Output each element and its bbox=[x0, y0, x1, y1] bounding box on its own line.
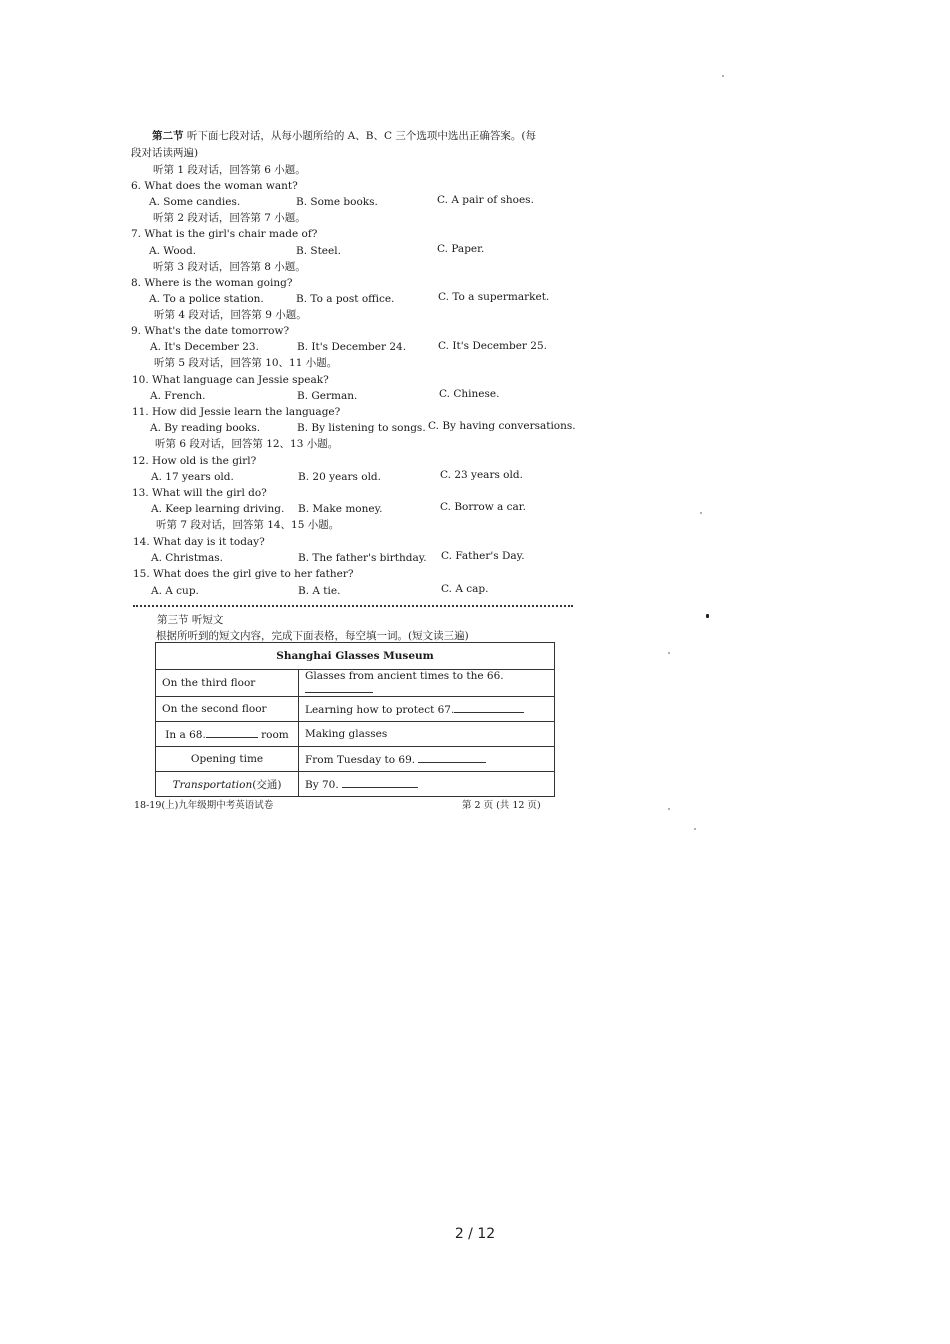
q14-option-c: C. Father's Day. bbox=[441, 550, 525, 562]
q13-option-c: C. Borrow a car. bbox=[440, 501, 526, 513]
page-number: 2 / 12 bbox=[454, 1226, 496, 1242]
q11-option-c: C. By having conversations. bbox=[428, 420, 576, 432]
table-row bbox=[156, 747, 555, 772]
dialogue-cue-6: 听第 6 段对话，回答第 12、13 小题。 bbox=[155, 438, 339, 450]
dialogue-cue-3: 听第 3 段对话，回答第 8 小题。 bbox=[153, 261, 306, 273]
q7-option-c: C. Paper. bbox=[437, 243, 485, 255]
q6-option-b: B. Some books. bbox=[296, 196, 378, 208]
q12-option-b: B. 20 years old. bbox=[298, 471, 381, 483]
table-cell-left: Opening time bbox=[156, 747, 299, 772]
table-row bbox=[156, 722, 555, 747]
scan-speck bbox=[706, 614, 709, 618]
table-row bbox=[156, 772, 555, 797]
museum-table bbox=[155, 642, 555, 797]
blank-70-text: By 70. bbox=[305, 779, 339, 791]
scan-speck bbox=[668, 652, 670, 654]
room-label: room bbox=[261, 729, 289, 741]
table-cell-right bbox=[299, 772, 555, 797]
blank-70[interactable] bbox=[342, 777, 418, 788]
table-title: Shanghai Glasses Museum bbox=[156, 643, 555, 670]
blank-67[interactable] bbox=[454, 702, 524, 713]
q13-option-b: B. Make money. bbox=[298, 503, 383, 515]
table-row bbox=[156, 697, 555, 722]
q9-option-c: C. It's December 25. bbox=[438, 340, 547, 352]
q10-option-a: A. French. bbox=[150, 390, 206, 402]
question-11: 11. How did Jessie learn the language? bbox=[132, 406, 341, 418]
blank-67-text: Learning how to protect 67. bbox=[305, 704, 455, 716]
q13-option-a: A. Keep learning driving. bbox=[151, 503, 285, 515]
transportation-label: Transportation bbox=[172, 778, 253, 791]
blank-66-text: Glasses from ancient times to the 66. bbox=[305, 670, 504, 682]
dialogue-cue-4: 听第 4 段对话，回答第 9 小题。 bbox=[154, 309, 307, 321]
q8-option-c: C. To a supermarket. bbox=[438, 291, 550, 303]
section2-instruction: 听下面七段对话，从每小题所给的 A、B、C 三个选项中选出正确答案。(每 bbox=[186, 130, 536, 142]
q10-option-b: B. German. bbox=[297, 390, 358, 402]
q14-option-b: B. The father's birthday. bbox=[298, 552, 427, 564]
question-13: 13. What will the girl do? bbox=[132, 487, 267, 499]
table-cell-right: Making glasses bbox=[299, 722, 555, 747]
table-cell-left: On the third floor bbox=[156, 670, 299, 697]
q8-option-b: B. To a post office. bbox=[296, 293, 395, 305]
q14-option-a: A. Christmas. bbox=[151, 552, 223, 564]
section2-instruction-cont: 段对话读两遍) bbox=[131, 147, 199, 159]
question-7: 7. What is the girl's chair made of? bbox=[131, 228, 318, 240]
q7-option-a: A. Wood. bbox=[149, 245, 197, 257]
q11-option-b: B. By listening to songs. bbox=[297, 422, 426, 434]
table-cell-right bbox=[299, 747, 555, 772]
table-cell-left: On the second floor bbox=[156, 697, 299, 722]
q6-option-a: A. Some candies. bbox=[149, 196, 241, 208]
section3-heading: 第三节 听短文 bbox=[157, 614, 224, 626]
scan-speck bbox=[700, 512, 702, 514]
question-15: 15. What does the girl give to her father? bbox=[133, 568, 354, 580]
question-10: 10. What language can Jessie speak? bbox=[132, 374, 329, 386]
dialogue-cue-7: 听第 7 段对话，回答第 14、15 小题。 bbox=[156, 519, 340, 531]
transportation-cn: (交通) bbox=[252, 778, 282, 791]
q9-option-b: B. It's December 24. bbox=[297, 341, 407, 353]
question-14: 14. What day is it today? bbox=[133, 536, 265, 548]
q11-option-a: A. By reading books. bbox=[150, 422, 261, 434]
footer-exam-title: 18-19(上)九年级期中考英语试卷 bbox=[134, 800, 274, 811]
dialogue-cue-5: 听第 5 段对话，回答第 10、11 小题。 bbox=[154, 357, 338, 369]
table-cell-left bbox=[156, 772, 299, 797]
blank-68[interactable] bbox=[206, 727, 258, 738]
scan-speck bbox=[694, 828, 696, 830]
dialogue-cue-1: 听第 1 段对话，回答第 6 小题。 bbox=[153, 164, 306, 176]
table-cell-right bbox=[299, 697, 555, 722]
table-cell-left bbox=[156, 722, 299, 747]
question-12: 12. How old is the girl? bbox=[132, 455, 257, 467]
blank-66[interactable] bbox=[305, 682, 373, 693]
table-row bbox=[156, 670, 555, 697]
question-9: 9. What's the date tomorrow? bbox=[131, 325, 290, 337]
q12-option-c: C. 23 years old. bbox=[440, 469, 523, 481]
q9-option-a: A. It's December 23. bbox=[150, 341, 259, 353]
question-8: 8. Where is the woman going? bbox=[131, 277, 293, 289]
section3-instruction: 根据所听到的短文内容，完成下面表格，每空填一词。(短文读三遍) bbox=[156, 630, 469, 642]
section2-heading: 第二节 bbox=[152, 130, 184, 142]
q10-option-c: C. Chinese. bbox=[439, 388, 500, 400]
dialogue-cue-2: 听第 2 段对话，回答第 7 小题。 bbox=[153, 212, 306, 224]
scan-speck bbox=[668, 808, 670, 810]
scan-speck bbox=[722, 75, 724, 77]
question-6: 6. What does the woman want? bbox=[131, 180, 298, 192]
q15-option-a: A. A cup. bbox=[151, 585, 199, 597]
blank-68-text: In a 68. bbox=[165, 729, 206, 741]
blank-69-text: From Tuesday to 69. bbox=[305, 754, 416, 766]
section2-heading-line bbox=[152, 129, 536, 143]
blank-69[interactable] bbox=[418, 752, 486, 763]
table-title-row bbox=[156, 643, 555, 670]
q7-option-b: B. Steel. bbox=[296, 245, 341, 257]
q15-option-b: B. A tie. bbox=[298, 585, 341, 597]
q6-option-c: C. A pair of shoes. bbox=[437, 194, 534, 206]
footer-page-count: 第 2 页 (共 12 页) bbox=[462, 800, 541, 811]
q12-option-a: A. 17 years old. bbox=[151, 471, 234, 483]
q8-option-a: A. To a police station. bbox=[149, 293, 264, 305]
table-cell-right bbox=[299, 670, 555, 697]
q15-option-c: C. A cap. bbox=[441, 583, 489, 595]
section-divider bbox=[133, 605, 573, 607]
